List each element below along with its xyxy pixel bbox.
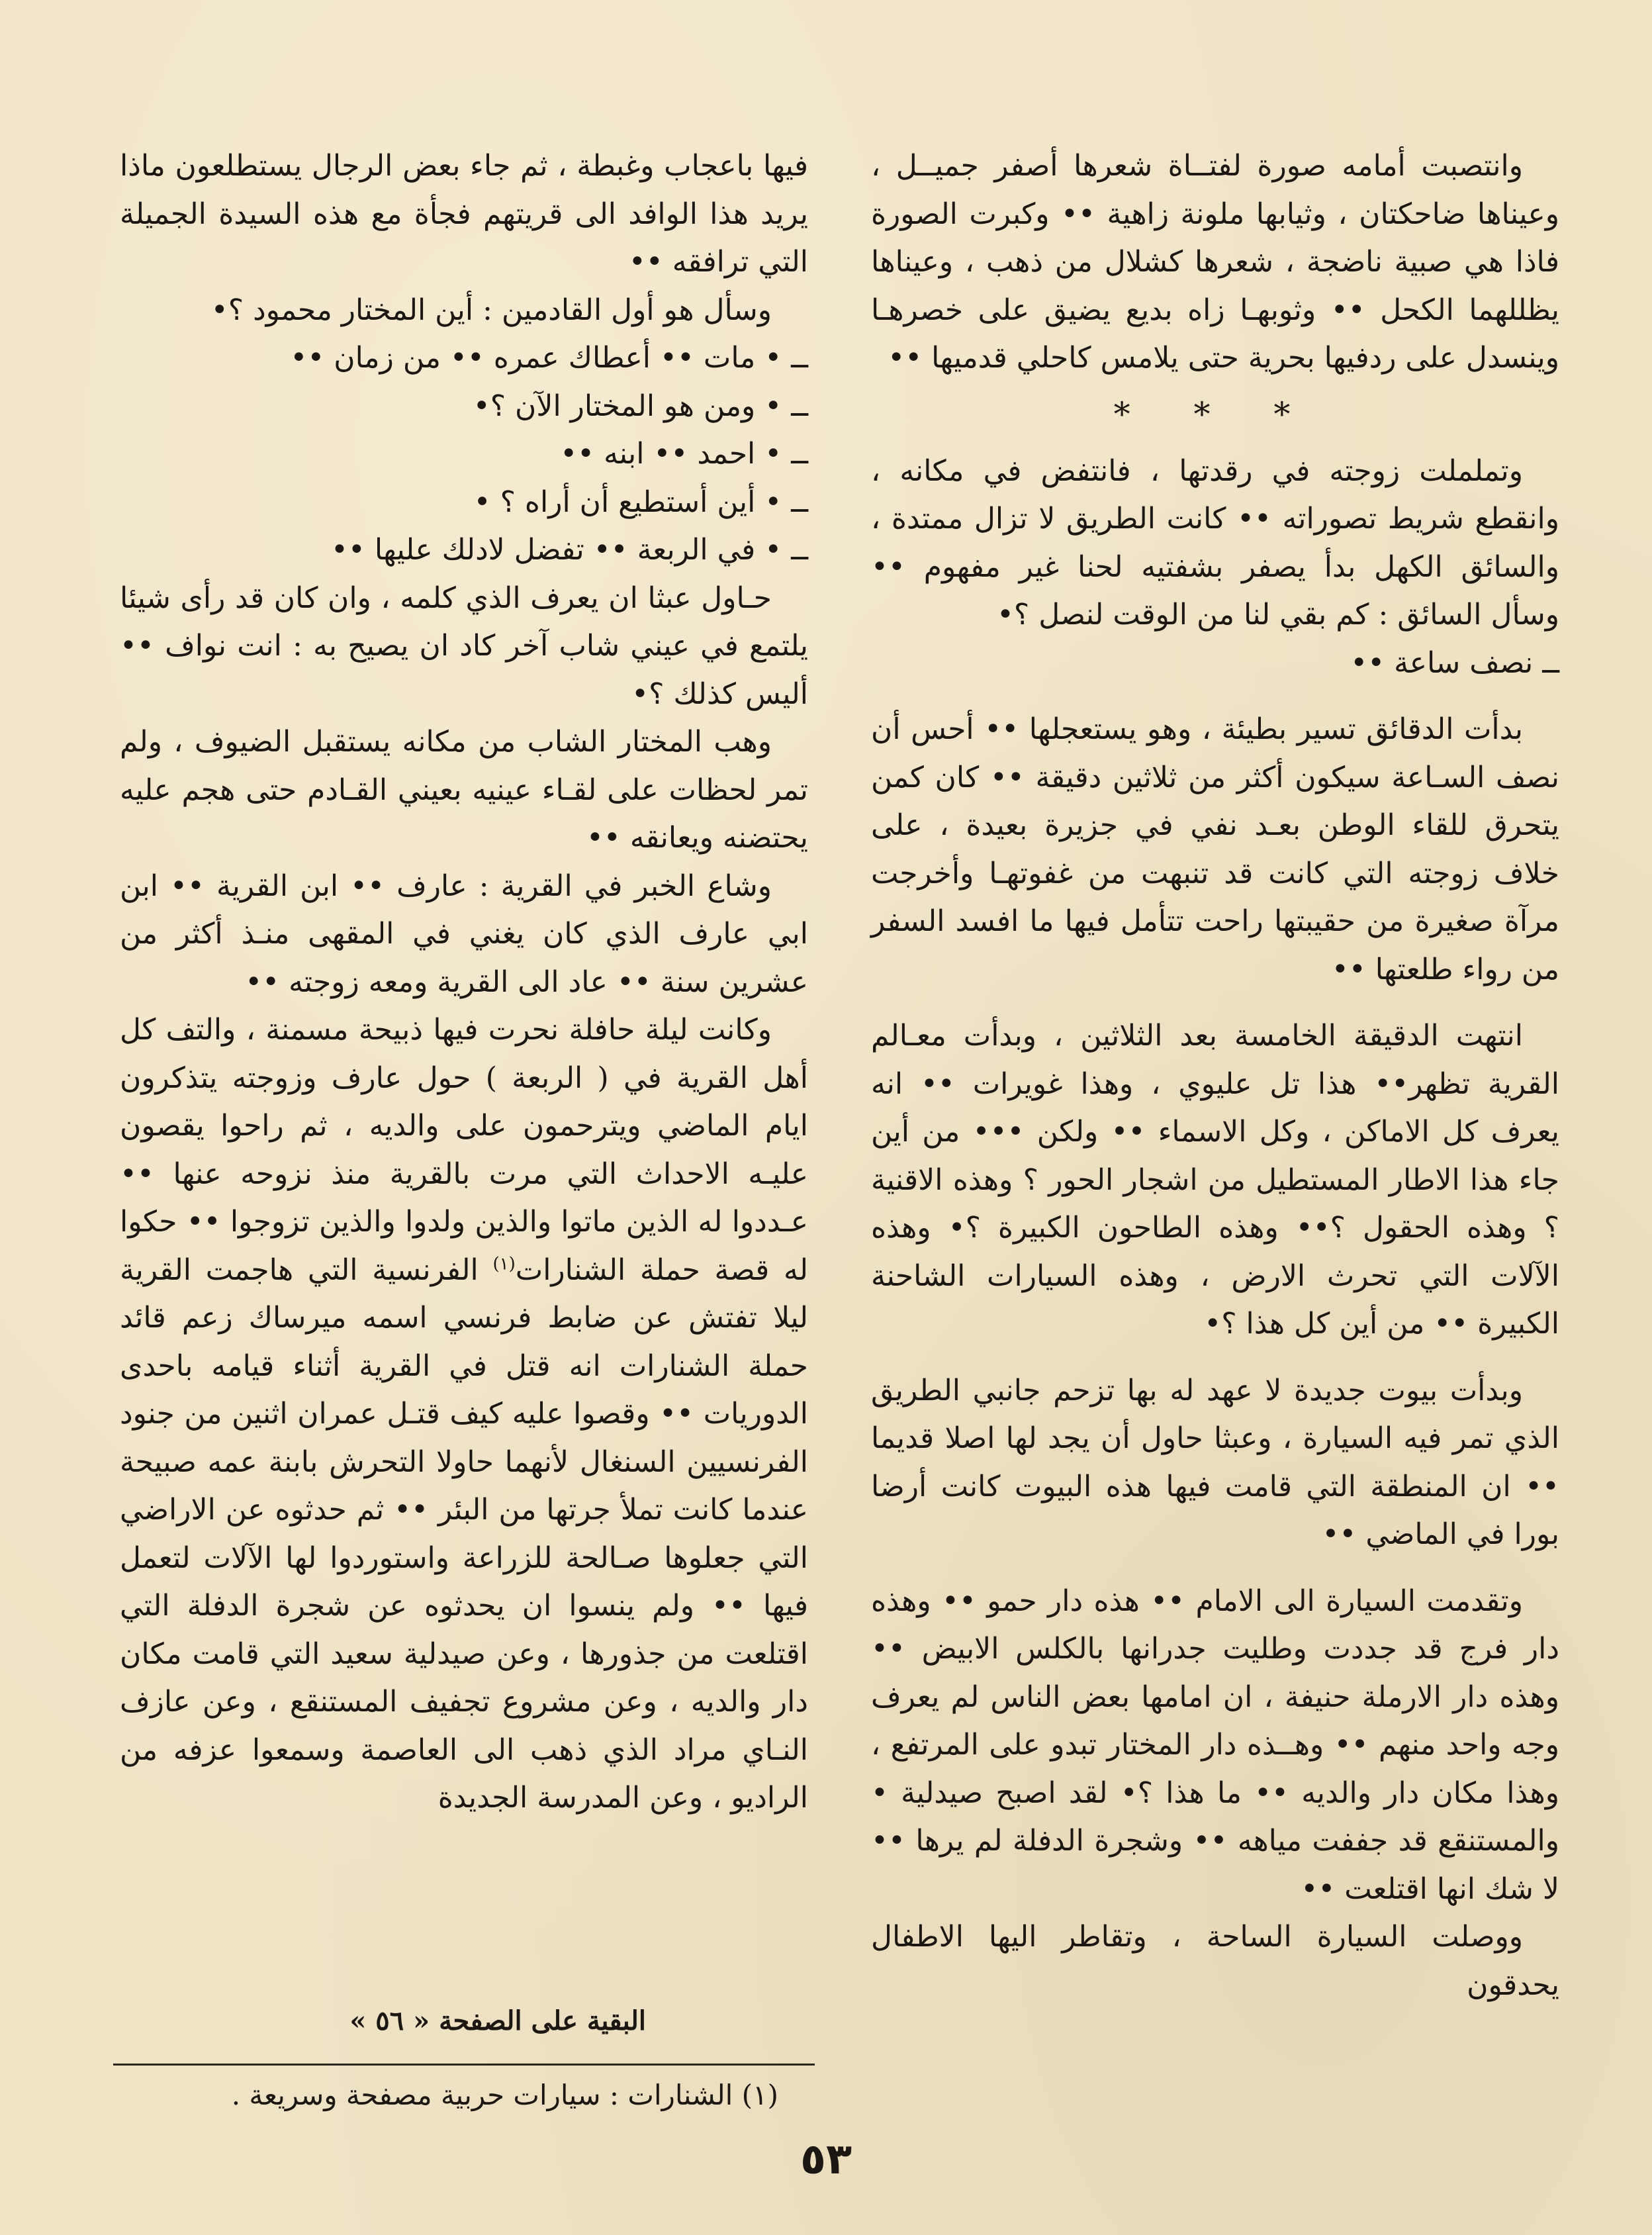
paragraph: وتململت زوجته في رقدتها ، فانتفض في مكانه ، وانقطع شريط تصوراته •• كانت الطريق لا تزال ممتدة ، والسائق الكهل بدأ يصفر بشفتيه لحنا غير مفهوم •• وسأل السائق : كم بقي لنا من الوقت لنصل ؟• [871, 453, 1559, 632]
footnote-divider [113, 2064, 815, 2066]
dialogue-line: ــ • في الربعة •• تفضل لادلك عليها •• [330, 533, 808, 567]
paragraph: بدأت الدقائق تسير بطيئة ، وهو يستعجلها •• أحس أن نصف السـاعة سيكون أكثر من ثلاثين دقيقة •• كان كمن يتحرق للقاء الوطن بعـد نفي في جزيرة بعيدة ، على خلاف زوجته التي كانت قد تنبهت من غفوتهـا وأخرجت مرآة صغيرة من حقيبتها راحت تتأمل فيها ما افسد السفر من رواء طلعتها •• [871, 712, 1559, 986]
paragraph: وانتصبت أمامه صورة لفتــاة شعرها أصفر جميــل ، وعيناها ضاحكتان ، وثيابها ملونة زاهية •• وكبرت الصورة فاذا هي صبية ناضجة ، شعرها كشلال من ذهب ، وعيناها يظللهما الكحل •• وثوبهـا زاه بديع يضيق على خصرهـا وينسدل على ردفيها بحرية حتى يلامس كاحلي قدميها •• [871, 149, 1559, 375]
paragraph: وشاع الخبر في القرية : عارف •• ابن القرية •• ابن ابي عارف الذي كان يغني في المقهى منـذ أكثر من عشرين سنة •• عاد الى القرية ومعه زوجته •• [120, 869, 808, 999]
dialogue-line: ــ • احمد •• ابنه •• [560, 437, 808, 471]
paragraph: فيها باعجاب وغبطة ، ثم جاء بعض الرجال يستطلعون ماذا يريد هذا الوافد الى قريتهم فجأة مع هذه السيدة الجميلة التي ترافقه •• [120, 149, 808, 279]
paragraph: وسأل هو أول القادمين : أين المختار محمود ؟• [210, 293, 772, 327]
continued-on-page-note: البقية على الصفحة « ٥٦ » [349, 2005, 646, 2036]
paragraph: ووصلت السيارة الساحة ، وتقاطر اليها الاطفال يحدقون [871, 1920, 1559, 2002]
dialogue-line: ــ • مات •• أعطاك عمره •• من زمان •• [290, 341, 808, 375]
paragraph-text: الفرنسية التي هاجمت القرية ليلا تفتش عن ضابط فرنسي اسمه ميرساك زعم قائد حملة الشنارات انه قتل في القرية أثناء قيامه باحدى الدوريات •• وقصوا عليه كيف قتـل عمران اثنين من جنود الفرنسيين السنغال لأنهما حاولا التحرش بابنة عمه صبيحة عندما كانت تملأ جرتها من البئر •• ثم حدثوه عن الاراضي التي جعلوها صـالحة للزراعة واستوردوا لها الآلات لتعمل فيها •• ولم ينسوا ان يحدثوه عن شجرة الدفلة التي اقتلعت من جذورها ، وعن صيدلية سعيد التي قامت مكان دار والديه ، وعن مشروع تجفيف المستنقع ، وعن عازف النـاي مراد الذي ذهب الى العاصمة وسمعوا عزفه من الراديو ، وعن المدرسة الجديدة [120, 1253, 808, 1815]
paragraph: وبدأت بيوت جديدة لا عهد له بها تزحم جانبي الطريق الذي تمر فيه السيارة ، وعبثا حاول أن يجد لها اصلا قديما •• ان المنطقة التي قامت فيها هذه البيوت كانت أرضا بورا في الماضي •• [871, 1373, 1559, 1551]
text-column-left [120, 142, 808, 1823]
footnote: (١) الشنارات : سيارات حربية مصفحة وسريعة . [231, 2079, 778, 2111]
paragraph: وهب المختار الشاب من مكانه يستقبل الضيوف ، ولم تمر لحظات على لقـاء عينيه بعيني القـادم حتى هجم عليه يحتضنه ويعانقه •• [120, 725, 808, 855]
paragraph-text: وكانت ليلة حافلة نحرت فيها ذبيحة مسمنة ، والتف كل أهل القرية في ( الربعة ) حول عارف وزوجته يتذكرون ايام الماضي ويترحمون على والديه ، ثم راحوا يقصون عليـه الاحداث التي مرت بالقرية منذ نزوحه عنها •• عـددوا له الذين ماتوا والذين ولدوا والذين تزوجوا •• حكوا له قصة حملة الشنارات [120, 1013, 808, 1287]
section-separator-stars: * * * [1113, 395, 1317, 434]
paragraph: وتقدمت السيارة الى الامام •• هذه دار حمو •• وهذه دار فرج قد جددت وطليت جدرانها بالكلس الابيض •• وهذه دار الارملة حنيفة ، ان امامها بعض الناس لم يعرف وجه واحد منهم •• وهــذه دار المختار تبدو على المرتفع ، وهذا مكان دار والديه •• ما هذا ؟• لقد اصبح صيدلية • والمستنقع قد جففت مياهه •• وشجرة الدفلة لم يرها •• لا شك انها اقتلعت •• [871, 1584, 1559, 1906]
footnote-marker: (١) [492, 1253, 516, 1274]
page-number: ٥٣ [800, 2135, 852, 2184]
text-column-right [871, 142, 1559, 2009]
dialogue-line: ــ • أين أستطيع أن أراه ؟ • [473, 485, 808, 519]
paragraph [120, 1006, 808, 1823]
paragraph: حـاول عبثا ان يعرف الذي كلمه ، وان كان قد رأى شيئا يلتمع في عيني شاب آخر كاد ان يصيح به : انت نواف •• أليس كذلك ؟• [120, 581, 808, 711]
dialogue-line: ــ • ومن هو المختار الآن ؟• [473, 389, 808, 423]
dialogue-line: ــ نصف ساعة •• [1350, 645, 1559, 680]
paragraph: انتهت الدقيقة الخامسة بعد الثلاثين ، وبدأت معـالم القرية تظهر•• هذا تل عليوي ، وهذا غويرات •• انه يعرف كل الاماكن ، وكل الاسماء •• ولكن ••• من أين جاء هذا الاطار المستطيل من اشجار الحور ؟ وهذه الاقنية ؟ وهذه الحقول ؟•• وهذه الطاحون الكبيرة ؟• وهذه الآلات التي تحرث الارض ، وهذه السيارات الشاحنة الكبيرة •• من أين كل هذا ؟• [871, 1019, 1559, 1341]
